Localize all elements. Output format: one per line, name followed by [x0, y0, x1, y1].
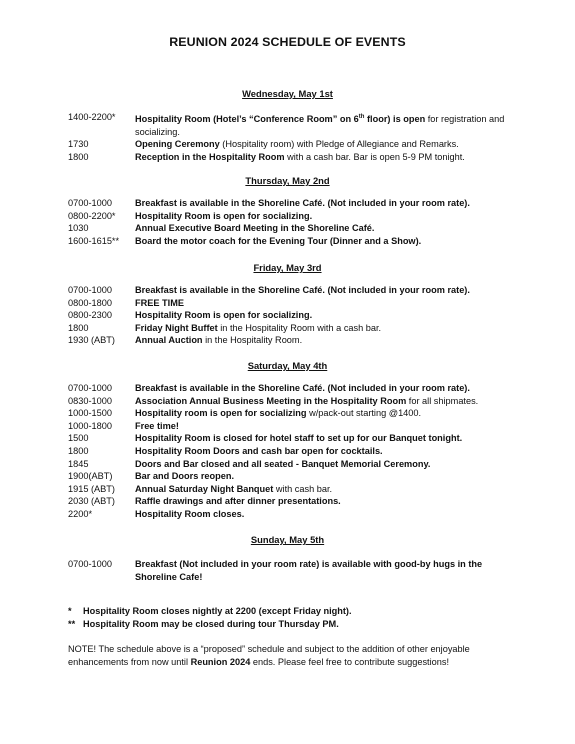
event-time: 0800-2200* [68, 210, 116, 221]
event-row [68, 407, 518, 420]
event-title: Bar and Doors reopen. [135, 471, 235, 482]
event-description [135, 395, 518, 408]
event-description [135, 495, 518, 508]
event-time: 1915 (ABT) [68, 483, 115, 494]
event-time: 0700-1000 [68, 383, 112, 393]
event-title: Hospitality Room is open for socializing. [135, 310, 313, 321]
event-title: Annual Executive Board Meeting in the Shoreline Café. [135, 223, 375, 234]
event-time: 0830-1000 [68, 395, 112, 406]
day-heading-thursday: Thursday, May 2nd [245, 175, 330, 186]
event-detail: for registration and socializing. [135, 114, 505, 137]
event-row [68, 111, 518, 138]
page-title: REUNION 2024 SCHEDULE OF EVENTS [169, 35, 406, 49]
event-title: Hospitality Room closes. [135, 508, 245, 519]
event-time: 0700-1000 [68, 285, 112, 295]
day-events-sunday [68, 558, 518, 583]
footnote-text: Hospitality Room may be closed during tour Thursday PM. [83, 618, 339, 629]
event-row [68, 222, 518, 235]
event-time: 1000-1500 [68, 408, 112, 419]
event-row [68, 395, 518, 408]
event-detail: with cash bar. [273, 483, 333, 494]
event-description [135, 508, 518, 521]
event-time: 1845 [68, 458, 89, 469]
event-detail: (Hospitality room) with Pledge of Allegiance and Remarks. [219, 139, 459, 150]
event-detail: with a cash bar. Bar is open 5-9 PM tonight. [284, 151, 465, 162]
event-title: Doors and Bar closed and all seated - Banquet Memorial Ceremony. [135, 458, 431, 469]
footnote-mark: ** [68, 618, 76, 629]
event-row [68, 458, 518, 471]
event-time: 1000-1800 [68, 420, 112, 431]
event-description [135, 558, 518, 583]
event-title: Friday Night Buffet [135, 322, 218, 333]
event-description [135, 382, 518, 395]
event-description [135, 470, 518, 483]
day-events-wednesday [68, 111, 518, 163]
event-title: Breakfast is available in the Shoreline Café. (Not included in your room rate). [135, 285, 470, 295]
event-description [135, 138, 518, 151]
event-title: Opening Ceremony [135, 139, 220, 150]
event-description [135, 445, 518, 458]
event-row [68, 470, 518, 483]
event-row [68, 322, 518, 335]
event-row [68, 334, 518, 347]
event-row [68, 297, 518, 310]
event-title: Hospitality room is open for socializing [135, 408, 307, 419]
event-detail: in the Hospitality Room. [202, 335, 303, 346]
day-events-saturday [68, 382, 518, 521]
event-title: Association Annual Business Meeting in the Hospitality Room [135, 395, 407, 406]
event-time: 1800 [68, 322, 89, 333]
event-title: Annual Saturday Night Banquet [135, 483, 274, 494]
event-row [68, 420, 518, 433]
note-text-end: ends. Please feel free to contribute suggestions! [250, 656, 450, 667]
event-time: 1930 (ABT) [68, 335, 115, 346]
event-time: 2030 (ABT) [68, 496, 115, 507]
footnotes [68, 605, 518, 630]
event-title: Breakfast is available in the Shoreline Café. (Not included in your room rate). [135, 383, 470, 393]
footnote [68, 618, 518, 631]
event-description [135, 334, 518, 347]
ordinal-suffix: th [358, 114, 365, 120]
event-description [135, 322, 518, 335]
event-description [135, 210, 518, 223]
event-title: Reception in the Hospitality Room [135, 151, 285, 162]
event-time: 0700-1000 [68, 198, 112, 208]
event-title: Breakfast (Not included in your room rate) is available with good-by hugs in the Shoreline Cafe! [135, 559, 483, 582]
event-title: Hospitality Room Doors and cash bar open for cocktails. [135, 445, 383, 456]
event-detail: in the Hospitality Room with a cash bar. [217, 322, 382, 333]
event-title: Hospitality Room (Hotel’s “Conference Room” on 6 [135, 114, 359, 125]
event-row [68, 445, 518, 458]
event-detail: for all shipmates. [406, 395, 479, 406]
day-heading-wednesday: Wednesday, May 1st [242, 88, 333, 99]
event-row [68, 483, 518, 496]
event-title: Board the motor coach for the Evening Tour (Dinner and a Show). [135, 235, 422, 246]
event-time: 1800 [68, 445, 89, 456]
event-time: 1730 [68, 139, 89, 150]
event-time: 0800-2300 [68, 310, 112, 321]
event-row [68, 432, 518, 445]
note-event-name: Reunion 2024 [190, 656, 251, 667]
event-time: 0800-1800 [68, 297, 112, 308]
event-row [68, 138, 518, 151]
event-description [135, 432, 518, 445]
event-row [68, 151, 518, 164]
event-row [68, 558, 518, 583]
event-row [68, 197, 518, 210]
closing-note [68, 643, 518, 668]
event-description [135, 197, 518, 210]
event-time: 1030 [68, 223, 89, 234]
event-title: Free time! [135, 420, 179, 431]
event-description [135, 420, 518, 433]
event-description [135, 407, 518, 420]
event-description [135, 284, 518, 297]
event-description [135, 222, 518, 235]
event-row [68, 508, 518, 521]
event-row [68, 210, 518, 223]
event-time: 0700-1000 [68, 559, 112, 569]
event-title: FREE TIME [135, 297, 185, 308]
event-title: Raffle drawings and after dinner presentations. [135, 496, 341, 507]
event-title: Hospitality Room is open for socializing. [135, 210, 313, 221]
event-row [68, 495, 518, 508]
day-heading-friday: Friday, May 3rd [253, 262, 322, 273]
event-time: 1500 [68, 433, 89, 444]
event-row [68, 284, 518, 297]
footnote-text: Hospitality Room closes nightly at 2200 (except Friday night). [83, 606, 352, 616]
event-description [135, 151, 518, 164]
event-time: 1600-1615** [68, 235, 120, 246]
day-events-friday [68, 284, 518, 347]
day-events-thursday [68, 197, 518, 247]
event-time: 1800 [68, 151, 89, 162]
day-heading-sunday: Sunday, May 5th [250, 534, 325, 545]
event-time: 1400-2200* [68, 112, 116, 122]
event-description [135, 309, 518, 322]
event-description [135, 483, 518, 496]
footnote-mark: * [68, 606, 72, 616]
event-time: 1900(ABT) [68, 471, 113, 482]
event-row [68, 382, 518, 395]
day-heading-saturday: Saturday, May 4th [247, 360, 328, 371]
event-description [135, 297, 518, 310]
event-detail: w/pack-out starting @1400. [306, 408, 422, 419]
footnote [68, 605, 518, 618]
note-text: NOTE! The schedule above is a “proposed” schedule and subject to the addition of other enjoyable enhancements from now until [68, 644, 470, 667]
event-description [135, 458, 518, 471]
event-time: 2200* [68, 508, 93, 519]
event-row [68, 235, 518, 248]
event-row [68, 309, 518, 322]
event-title: Annual Auction [135, 335, 203, 346]
event-title: Breakfast is available in the Shoreline Café. (Not included in your room rate). [135, 198, 470, 208]
event-title: Hospitality Room is closed for hotel staff to set up for our Banquet tonight. [135, 433, 463, 444]
event-description [135, 235, 518, 248]
event-title-cont: floor) is open [364, 114, 426, 125]
event-description [135, 111, 518, 138]
